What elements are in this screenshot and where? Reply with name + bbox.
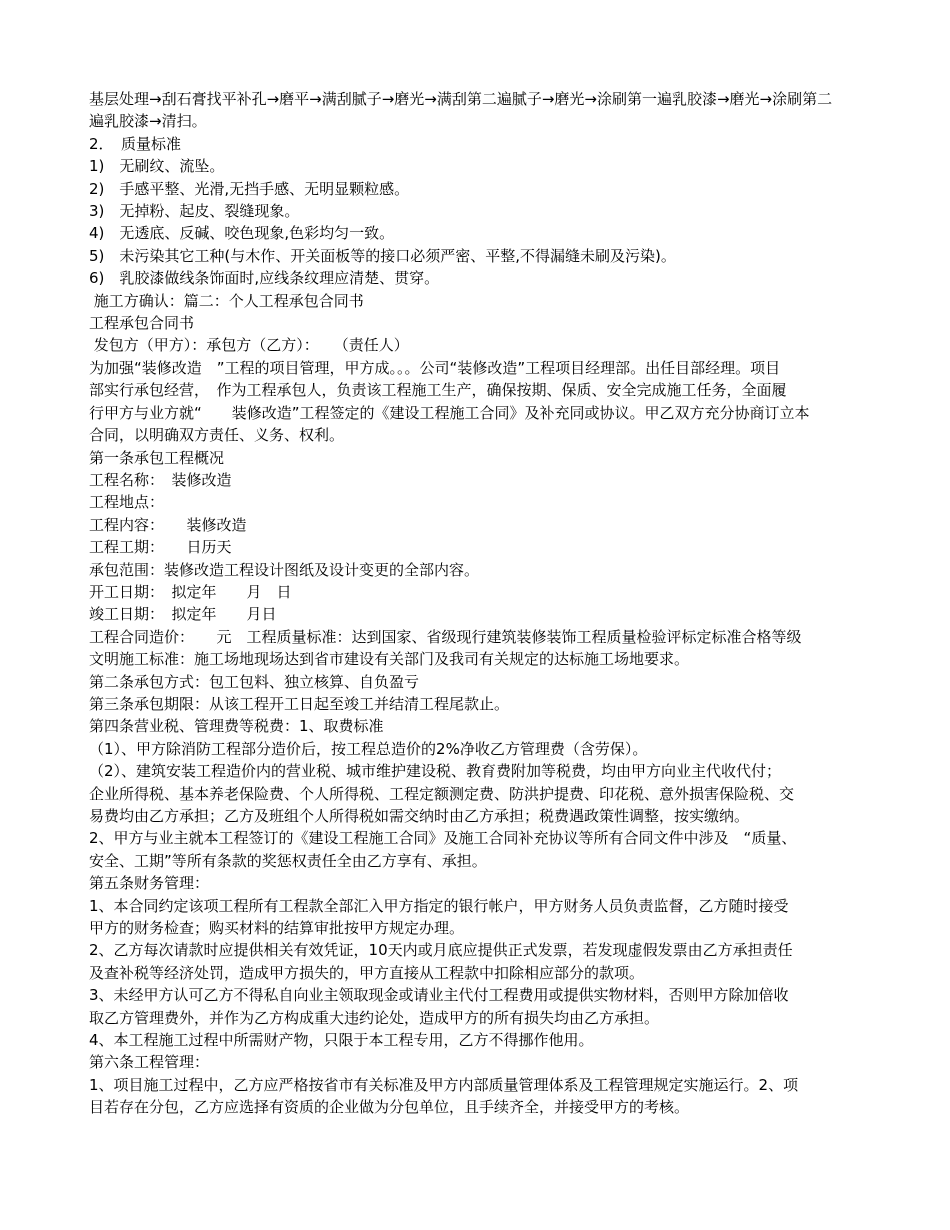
document-title: 工程承包合同书 [89,314,195,333]
text-line: （1）、甲方除消防工程部分造价后，按工程总造价的2%净收乙方管理费（含劳保）。 [89,739,648,758]
text-line: 1、项目施工过程中，乙方应严格按省市有关标准及甲方内部质量管理体系及工程管理规定实施运行。2、项 [89,1075,799,1094]
text-line: 发包方（甲方）：承包方（乙方）： （责任人） [89,336,409,355]
text-line: 工程工期： 日历天 [89,538,232,557]
list-item: 4) 无透底、反碱、咬色现象,色彩均匀一致。 [89,224,395,243]
text-line: 易费均由乙方承担；乙方及班组个人所得税如需交纳时由乙方承担；税费遇政策性调整，按实缴纳。 [89,807,750,825]
list-item: 1) 无刷纹、流坠。 [89,157,225,176]
text-line: 基层处理→刮石膏找平补孔→磨平→满刮腻子→磨光→满刮第二遍腻子→磨光→涂刷第一遍乳胶漆→磨光→涂刷第二 [89,90,833,108]
section-heading: 第一条承包工程概况 [89,448,225,467]
list-item: 2) 手感平整、光滑,无挡手感、无明显颗粒感。 [89,179,410,198]
text-line: 遍乳胶漆→清扫。 [89,112,207,131]
text-line: 3、未经甲方认可乙方不得私自向业主领取现金或请业主代付工程费用或提供实物材料，否则甲方除加倍收 [89,986,789,1005]
text-line: 工程名称： 装修改造 [89,470,232,489]
text-line: 合同，以明确双方责任、义务、权利。 [89,426,345,445]
document-page [89,88,864,1119]
text-line: 安全、工期”等所有条款的奖惩权责任全由乙方享有、承担。 [89,851,487,870]
text-line: 工程内容： 装修改造 [89,515,247,534]
text-line: 为加强“装修改造 ”工程的项目管理，甲方成。。。公司“装修改造”工程项目经理部。出任目部经理。项目 [89,358,781,377]
section-heading: 第三条承包期限：从该工程开工日起至竣工并结清工程尾款止。 [89,694,510,713]
list-item: 6) 乳胶漆做线条饰面时,应线条纹理应清楚、贯穿。 [89,269,440,288]
text-line: 行甲方与业方就“ 装修改造”工程签定的《建设工程施工合同》及补充同或协议。甲乙双方充分协商订立本 [89,403,810,422]
section-heading: 第四条营业税、管理费等税费：1、取费标准 [89,717,384,736]
text-line: 企业所得税、基本养老保险费、个人所得税、工程定额测定费、防洪护提费、印花税、意外损害保险税、交 [89,784,795,803]
text-line: 开工日期： 拟定年 月 日 [89,582,292,601]
text-line: 1、本合同约定该项工程所有工程款全部汇入甲方指定的银行帐户，甲方财务人员负责监督，乙方随时接受 [89,896,789,915]
text-line: 取乙方管理费外，并作为乙方构成重大违约论处，造成甲方的所有损失均由乙方承担。 [89,1008,660,1027]
text-line: 及查补税等经济处罚，造成甲方损失的，甲方直接从工程款中扣除相应部分的款项。 [89,963,645,982]
text-line: 工程合同造价： 元 工程质量标准：达到国家、省级现行建筑装修装饰工程质量检验评标定标准合格等级 [89,627,802,646]
text-line: 工程地点： [89,493,165,512]
text-line: 文明施工标准：施工场地现场达到省市建设有关部门及我司有关规定的达标施工场地要求。 [89,650,690,669]
section-heading: 2． 质量标准 [89,134,182,153]
text-line: （2）、建筑安装工程造价内的营业税、城市维护建设税、教育费附加等税费，均由甲方向业主代收代付； [89,762,782,781]
section-heading: 第二条承包方式：包工包料、独立核算、自负盈亏 [89,672,420,691]
text-line: 承包范围：装修改造工程设计图纸及设计变更的全部内容。 [89,560,480,579]
list-item: 3) 无掉粉、起皮、裂缝现象。 [89,202,300,221]
text-line: 4、本工程施工过程中所需财产物，只限于本工程专用，乙方不得挪作他用。 [89,1031,594,1050]
section-heading: 第五条财务管理： [89,874,210,893]
text-line: 甲方的财务检查；购买材料的结算审批按甲方规定办理。 [89,919,465,938]
text-line: 部实行承包经营， 作为工程承包人，负责该工程施工生产，确保按期、保质、安全完成施工任务，全面履 [89,381,787,400]
text-line: 施工方确认：篇二：个人工程承包合同书 [89,291,364,310]
section-heading: 第六条工程管理： [89,1053,210,1072]
text-line: 目若存在分包，乙方应选择有资质的企业做为分包单位，且手续齐全，并接受甲方的考核。 [89,1098,690,1117]
list-item: 5) 未污染其它工种(与木作、开关面板等的接口必须严密、平整,不得漏缝未刷及污染)。 [89,246,676,265]
text-line: 2、甲方与业主就本工程签订的《建设工程施工合同》及施工合同补充协议等所有合同文件中涉及 “质量、 [89,829,797,848]
text-line: 竣工日期： 拟定年 月日 [89,605,277,624]
text-line: 2、乙方每次请款时应提供相关有效凭证，10天内或月底应提供正式发票，若发现虚假发票由乙方承担责任 [89,941,793,960]
